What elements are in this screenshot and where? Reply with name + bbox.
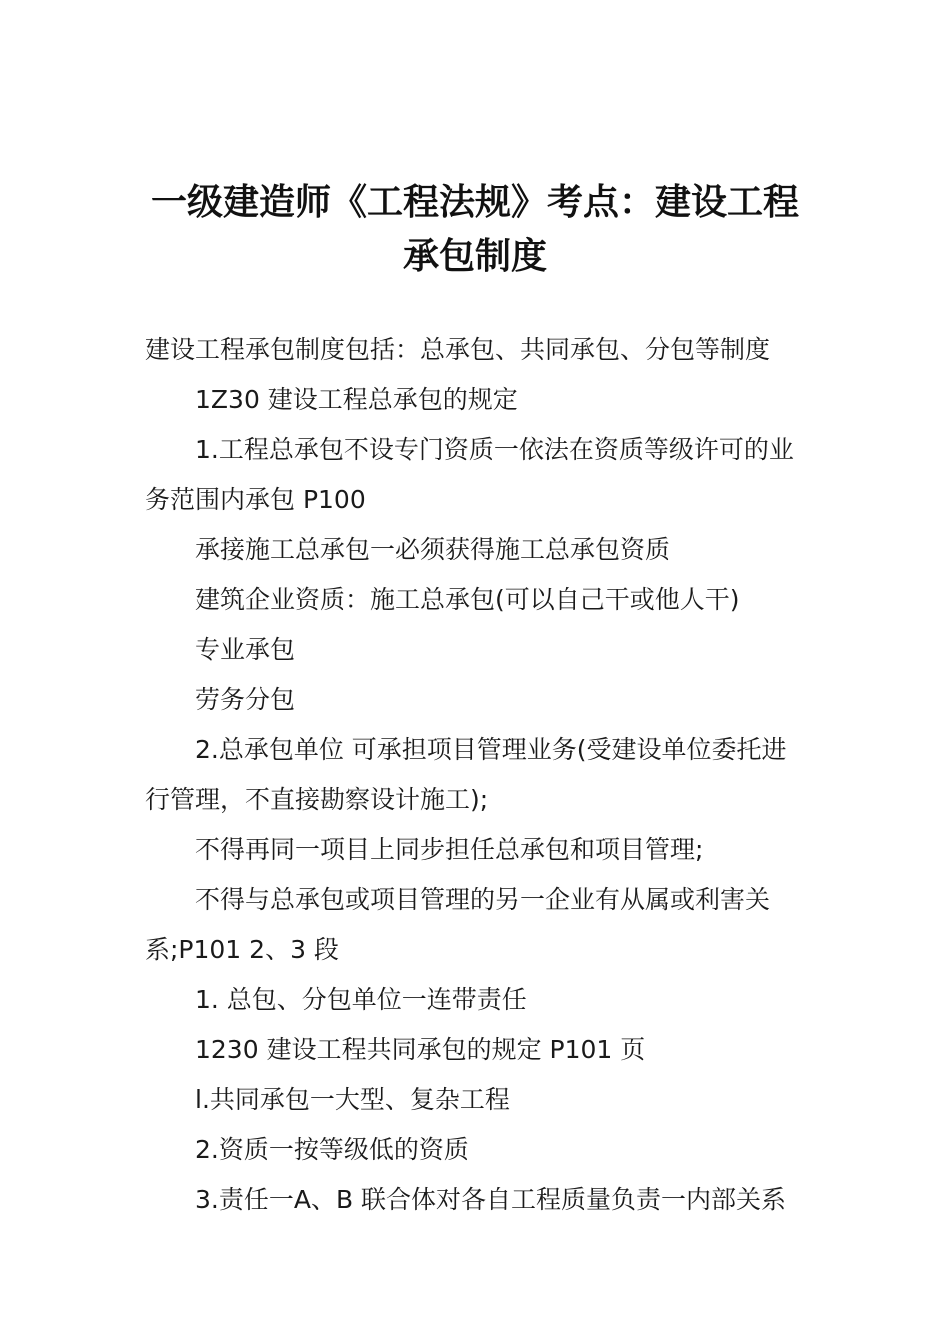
paragraph: 建筑企业资质：施工总承包(可以自己干或他人干) xyxy=(195,585,740,614)
paragraph: 2.资质一按等级低的资质 xyxy=(195,1135,469,1164)
paragraph: 不得再同一项目上同步担任总承包和项目管理; xyxy=(195,835,704,864)
paragraph: 建设工程承包制度包括：总承包、共同承包、分包等制度 xyxy=(145,335,771,364)
paragraph: 承接施工总承包一必须获得施工总承包资质 xyxy=(195,535,671,564)
paragraph: 1.工程总承包不设专门资质一依法在资质等级许可的业务范围内承包 P100 xyxy=(145,435,794,514)
paragraph: 1230 建设工程共同承包的规定 P101 页 xyxy=(195,1035,646,1064)
title-line-1: 一级建造师《工程法规》考点：建设工程 xyxy=(150,182,799,223)
title-line-2: 承包制度 xyxy=(402,236,547,277)
document-title xyxy=(140,176,810,284)
paragraph: l.共同承包一大型、复杂工程 xyxy=(195,1085,510,1114)
document-body xyxy=(145,325,810,1225)
paragraph: 专业承包 xyxy=(195,635,296,664)
paragraph: 3.责任一A、B 联合体对各自工程质量负责一内部关系 xyxy=(195,1185,787,1214)
paragraph: 1Z30 建设工程总承包的规定 xyxy=(195,385,518,414)
paragraph: 劳务分包 xyxy=(195,685,296,714)
paragraph: 不得与总承包或项目管理的另一企业有从属或利害关系;P101 2、3 段 xyxy=(145,885,771,964)
paragraph: 1. 总包、分包单位一连带责任 xyxy=(195,985,527,1014)
paragraph: 2.总承包单位 可承担项目管理业务(受建设单位委托进行管理，不直接勘察设计施工); xyxy=(145,735,787,814)
